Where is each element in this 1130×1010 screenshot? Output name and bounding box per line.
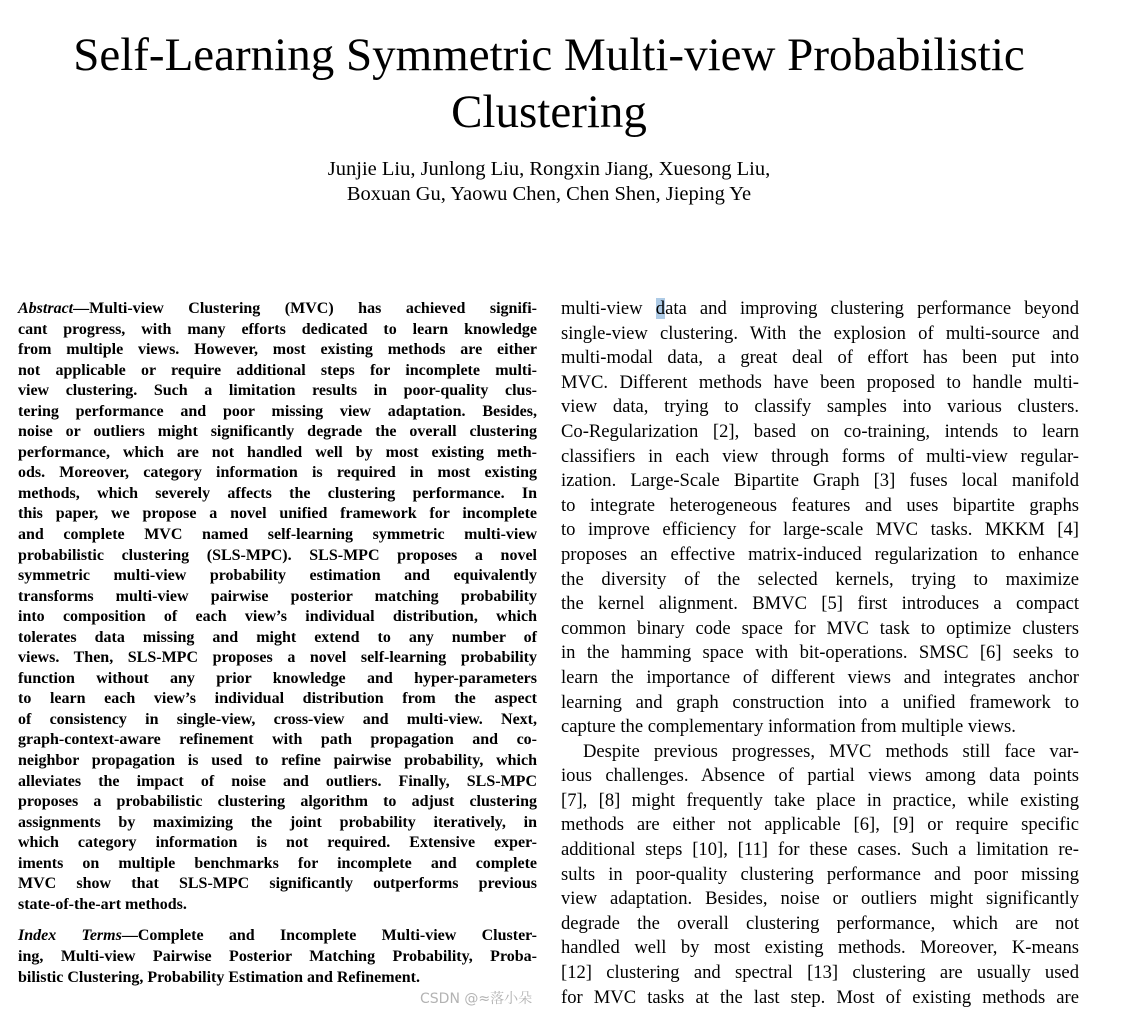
abstract-line [18,320,537,341]
paragraph-2 [561,740,1079,1010]
body-line [561,592,1079,617]
abstract-line [18,833,537,854]
right-column [561,297,1079,1010]
abstract-line [18,525,537,546]
index-terms-line [18,926,537,947]
abstract-line [18,689,537,710]
body-line [561,322,1079,347]
body-line [561,568,1079,593]
text-span: view clustering. Such a limitation results in poor-quality clus- [18,382,537,400]
text-span: to improve efficiency for large-scale MVC tasks. MKKM [4] [561,519,1079,541]
text-span: [12] clustering and spectral [13] clustering are usually used [561,962,1079,984]
body-line [561,641,1079,666]
abstract-line [18,854,537,875]
body-line [561,297,1079,322]
text-span: MVC. Different methods have been proposed to handle multi- [561,371,1079,393]
body-line [561,666,1079,691]
text-span: learn the importance of different views and integrates anchor [561,666,1079,688]
body-line [561,764,1079,789]
text-span: the kernel alignment. BMVC [5] first introduces a compact [561,593,1079,615]
body-line [561,518,1079,543]
text-span: not applicable or require additional steps for incomplete multi- [18,361,537,379]
text-span: noise or outliers might significantly degrade the overall clustering [18,423,537,441]
abstract-line [18,874,537,895]
body-line [561,961,1079,986]
paragraph-1 [561,322,1079,740]
body-line [561,715,1079,740]
body-line [561,813,1079,838]
body-line [561,691,1079,716]
text-selection-highlight[interactable]: d [655,298,666,319]
abstract-line [18,895,537,916]
text-span: degrade the overall clustering performance, which are not [561,912,1079,934]
text-span: ious challenges. Absence of partial views among data points [561,765,1079,787]
abstract-line [18,587,537,608]
text-span: and complete MVC named self-learning symmetric multi-view [18,526,537,544]
text-span: common binary code space for MVC task to optimize clusters [561,617,1079,639]
body-line [561,420,1079,445]
text-span: multi-modal data, a great deal of effort has been put into [561,347,1079,369]
text-span: to integrate heterogeneous features and uses bipartite graphs [561,494,1079,516]
text-span: sults in poor-quality clustering performance and poor missing [561,863,1079,885]
body-line [561,863,1079,888]
abstract-line [18,566,537,587]
text-span: into composition of each view’s individual distribution, which [18,608,537,626]
abstract-line [18,484,537,505]
body-line [561,887,1079,912]
text-span: proposes an effective matrix-induced regularization to enhance [561,543,1079,565]
text-span: Co-Regularization [2], based on co-training, intends to learn [561,420,1079,442]
text-span: graph-context-aware refinement with path propagation and co- [18,731,537,749]
abstract-label: Abstract [18,300,74,317]
text-span: in the hamming space with bit-operations. SMSC [6] seeks to [561,642,1079,664]
text-span: from multiple views. However, most existing methods are either [18,341,537,359]
text-span: ing, Multi-view Pairwise Posterior Matching Probability, Proba- [18,947,537,965]
text-span: performance, which are not handled well by most existing meth- [18,443,537,461]
body-line [561,494,1079,519]
text-span: ization. Large-Scale Bipartite Graph [3] fuses local manifold [561,470,1079,492]
abstract-line [18,710,537,731]
text-span: iments on multiple benchmarks for incomplete and complete [18,854,537,872]
abstract-line [18,607,537,628]
text-span: learning and graph construction into a unified framework to [561,691,1079,713]
body-line [561,395,1079,420]
text-span: classifiers in each view through forms of multi-view regular- [561,445,1079,467]
text-span: alleviates the impact of noise and outliers. Finally, SLS-MPC [18,772,537,790]
abstract-line [18,628,537,649]
text-span: views. Then, SLS-MPC proposes a novel self-learning probability [18,649,537,667]
body-line [561,543,1079,568]
text-span: [7], [8] might frequently take place in practice, while existing [561,789,1079,811]
body-line [561,740,1079,765]
text-span: methods, which severely affects the clustering performance. In [18,484,537,502]
text-span: Despite previous progresses, MVC methods still face var- [583,740,1079,762]
abstract-line [18,772,537,793]
abstract-line [18,340,537,361]
body-line [561,617,1079,642]
abstract-line [18,751,537,772]
abstract-line [18,813,537,834]
abstract-line [18,546,537,567]
abstract-line [18,463,537,484]
body-line [561,986,1079,1010]
text-span: tering performance and poor missing view adaptation. Besides, [18,402,537,420]
abstract-line [18,730,537,751]
body-line [561,789,1079,814]
abstract-line [18,299,537,320]
text-span: neighbor propagation is used to refine pairwise probability, which [18,752,537,770]
abstract-line [18,361,537,382]
paper-title [0,27,1098,141]
text-span: multi-view [561,298,656,319]
text-span: —Multi-view Clustering (MVC) has achieved signifi- [73,300,537,317]
title-line-1: Self-Learning Symmetric Multi-view Probabilistic [73,29,1025,81]
body-line [561,838,1079,863]
text-span: state-of-the-art methods. [18,895,187,913]
text-span: bilistic Clustering, Probability Estimation and Refinement. [18,968,420,986]
body-line [561,371,1079,396]
abstract-line [18,504,537,525]
text-span: handled well by most existing methods. Moreover, K-means [561,937,1079,959]
abstract-line [18,422,537,443]
text-span: transforms multi-view pairwise posterior matching probability [18,587,537,605]
index-terms-label: Index Terms [18,927,122,945]
text-span: ods. Moreover, category information is required in most existing [18,464,537,482]
text-span: cant progress, with many efforts dedicated to learn knowledge [18,320,537,338]
index-terms-line [18,947,537,968]
abstract-line [18,443,537,464]
text-span: view data, trying to classify samples into various clusters. [561,396,1079,418]
authors-line-2: Boxuan Gu, Yaowu Chen, Chen Shen, Jieping Ye [346,183,752,205]
text-span: assignments by maximizing the joint probability iteratively, in [18,813,537,831]
text-span: the diversity of the selected kernels, trying to maximize [561,568,1079,590]
text-span: methods are either not applicable [6], [9] or require specific [561,814,1079,836]
index-terms [18,926,537,988]
body-line [561,445,1079,470]
title-line-2: Clustering [451,86,647,138]
abstract [18,299,537,915]
text-span: —Complete and Incomplete Multi-view Cluster- [121,927,538,945]
abstract-line [18,669,537,690]
text-span: probabilistic clustering (SLS-MPC). SLS-MPC proposes a novel [18,546,537,564]
body-line [561,936,1079,961]
text-span: MVC show that SLS-MPC significantly outperforms previous [18,875,537,893]
body-line [561,346,1079,371]
text-span: single-view clustering. With the explosion of multi-source and [561,322,1079,344]
text-span: ata and improving clustering performance beyond [665,298,1079,319]
left-column [18,299,537,988]
abstract-line [18,792,537,813]
text-span: to learn each view’s individual distribution from the aspect [18,690,537,708]
text-span: capture the complementary information from multiple views. [561,716,1016,738]
body-line [561,912,1079,937]
abstract-line [18,402,537,423]
author-list [0,157,1098,207]
text-span: which category information is not required. Extensive exper- [18,834,537,852]
text-span: function without any prior knowledge and hyper-parameters [18,669,537,687]
abstract-line [18,381,537,402]
text-span: this paper, we propose a novel unified framework for incomplete [18,505,537,523]
text-span: of consistency in single-view, cross-view and multi-view. Next, [18,710,537,728]
text-span: for MVC tasks at the last step. Most of existing methods are [561,986,1079,1008]
text-span: additional steps [10], [11] for these cases. Such a limitation re- [561,839,1079,861]
abstract-line [18,648,537,669]
watermark: CSDN @≈落小朵 [420,991,533,1007]
authors-line-1: Junjie Liu, Junlong Liu, Rongxin Jiang, Xuesong Liu, [327,158,771,180]
text-span: tolerates data missing and might extend to any number of [18,628,537,646]
text-span: view adaptation. Besides, noise or outliers might significantly [561,888,1079,910]
text-span: proposes a probabilistic clustering algorithm to adjust clustering [18,793,537,811]
text-span: symmetric multi-view probability estimation and equivalently [18,567,537,585]
index-terms-line [18,968,537,989]
body-line [561,469,1079,494]
